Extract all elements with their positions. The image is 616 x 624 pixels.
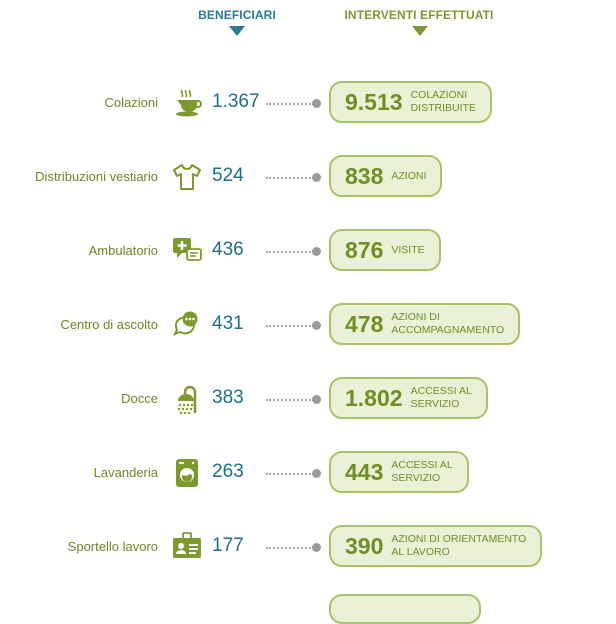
interventi-pill [329, 303, 520, 345]
connector-dots [266, 547, 314, 549]
service-row [0, 303, 616, 349]
interventi-header: INTERVENTI EFFETTUATI [344, 8, 494, 22]
interventi-value: 838 [345, 162, 384, 189]
interventi-pill [329, 525, 542, 567]
connector-dot [312, 99, 321, 108]
connector-dot [312, 321, 321, 330]
service-row [0, 525, 616, 571]
interventi-pill [329, 451, 469, 493]
service-row [0, 81, 616, 127]
beneficiari-value: 177 [212, 535, 244, 556]
interventi-arrow-icon [412, 26, 428, 36]
beneficiari-value: 524 [212, 165, 244, 186]
interventi-unit [391, 311, 504, 337]
coffee-cup-icon [171, 87, 203, 119]
interventi-value: 1.802 [345, 384, 403, 411]
connector-dot [312, 543, 321, 552]
connector-dots [266, 177, 314, 179]
service-label: Ambulatorio [88, 243, 158, 258]
interventi-value: 478 [345, 310, 384, 337]
interventi-unit [391, 459, 452, 485]
interventi-unit-line1: AZIONI [391, 169, 427, 182]
service-label: Colazioni [104, 95, 158, 110]
interventi-unit [391, 170, 426, 183]
interventi-pill [329, 229, 441, 271]
interventi-value: 876 [345, 236, 384, 263]
interventi-value: 443 [345, 458, 384, 485]
interventi-unit-line1: ACCESSI AL [391, 459, 453, 471]
beneficiari-value: 263 [212, 461, 244, 482]
id-card-icon [171, 531, 203, 563]
service-label: Centro di ascolto [60, 317, 158, 332]
connector-dots [266, 399, 314, 401]
beneficiari-value: 431 [212, 313, 244, 334]
service-row [0, 377, 616, 423]
interventi-unit-line1: ACCESSI AL [410, 385, 472, 397]
interventi-value: 9.513 [345, 88, 403, 115]
interventi-unit-line2: ACCOMPAGNAMENTO [391, 324, 505, 336]
interventi-unit-line2: AL LAVORO [391, 546, 450, 558]
washing-machine-icon [171, 457, 203, 489]
shower-icon [171, 383, 203, 415]
interventi-unit-line1: COLAZIONI [410, 89, 468, 101]
service-row [0, 229, 616, 275]
interventi-pill [329, 377, 488, 419]
connector-dot [312, 469, 321, 478]
connector-dots [266, 325, 314, 327]
beneficiari-arrow-icon [229, 26, 245, 36]
interventi-unit-line2: SERVIZIO [410, 398, 460, 410]
cut-off-pill [329, 594, 481, 624]
interventi-unit [411, 385, 472, 411]
service-label: Distribuzioni vestiario [35, 169, 158, 184]
connector-dots [266, 473, 314, 475]
beneficiari-header: BENEFICIARI [198, 8, 276, 22]
medical-chat-icon [171, 235, 203, 267]
interventi-pill [329, 155, 442, 197]
connector-dot [312, 247, 321, 256]
service-row [0, 451, 616, 497]
connector-dot [312, 395, 321, 404]
service-label: Sportello lavoro [67, 539, 158, 554]
service-label: Docce [121, 391, 158, 406]
tshirt-icon [171, 161, 203, 193]
interventi-unit-line1: AZIONI DI [391, 311, 440, 323]
beneficiari-value: 1.367 [212, 91, 260, 112]
connector-dots [266, 103, 314, 105]
interventi-unit [391, 244, 424, 257]
interventi-unit-line1: VISITE [391, 243, 425, 256]
interventi-unit [391, 533, 526, 559]
interventi-unit-line2: SERVIZIO [391, 472, 441, 484]
interventi-pill [329, 81, 492, 123]
service-label: Lavanderia [93, 465, 158, 480]
beneficiari-value: 436 [212, 239, 244, 260]
connector-dot [312, 173, 321, 182]
beneficiari-value: 383 [212, 387, 244, 408]
interventi-unit-line1: AZIONI DI ORIENTAMENTO [391, 533, 527, 545]
service-row [0, 155, 616, 201]
interventi-unit [411, 89, 476, 115]
interventi-value: 390 [345, 532, 384, 559]
connector-dots [266, 251, 314, 253]
interventi-unit-line2: DISTRIBUITE [410, 102, 476, 114]
speech-bubble-icon [171, 309, 203, 341]
